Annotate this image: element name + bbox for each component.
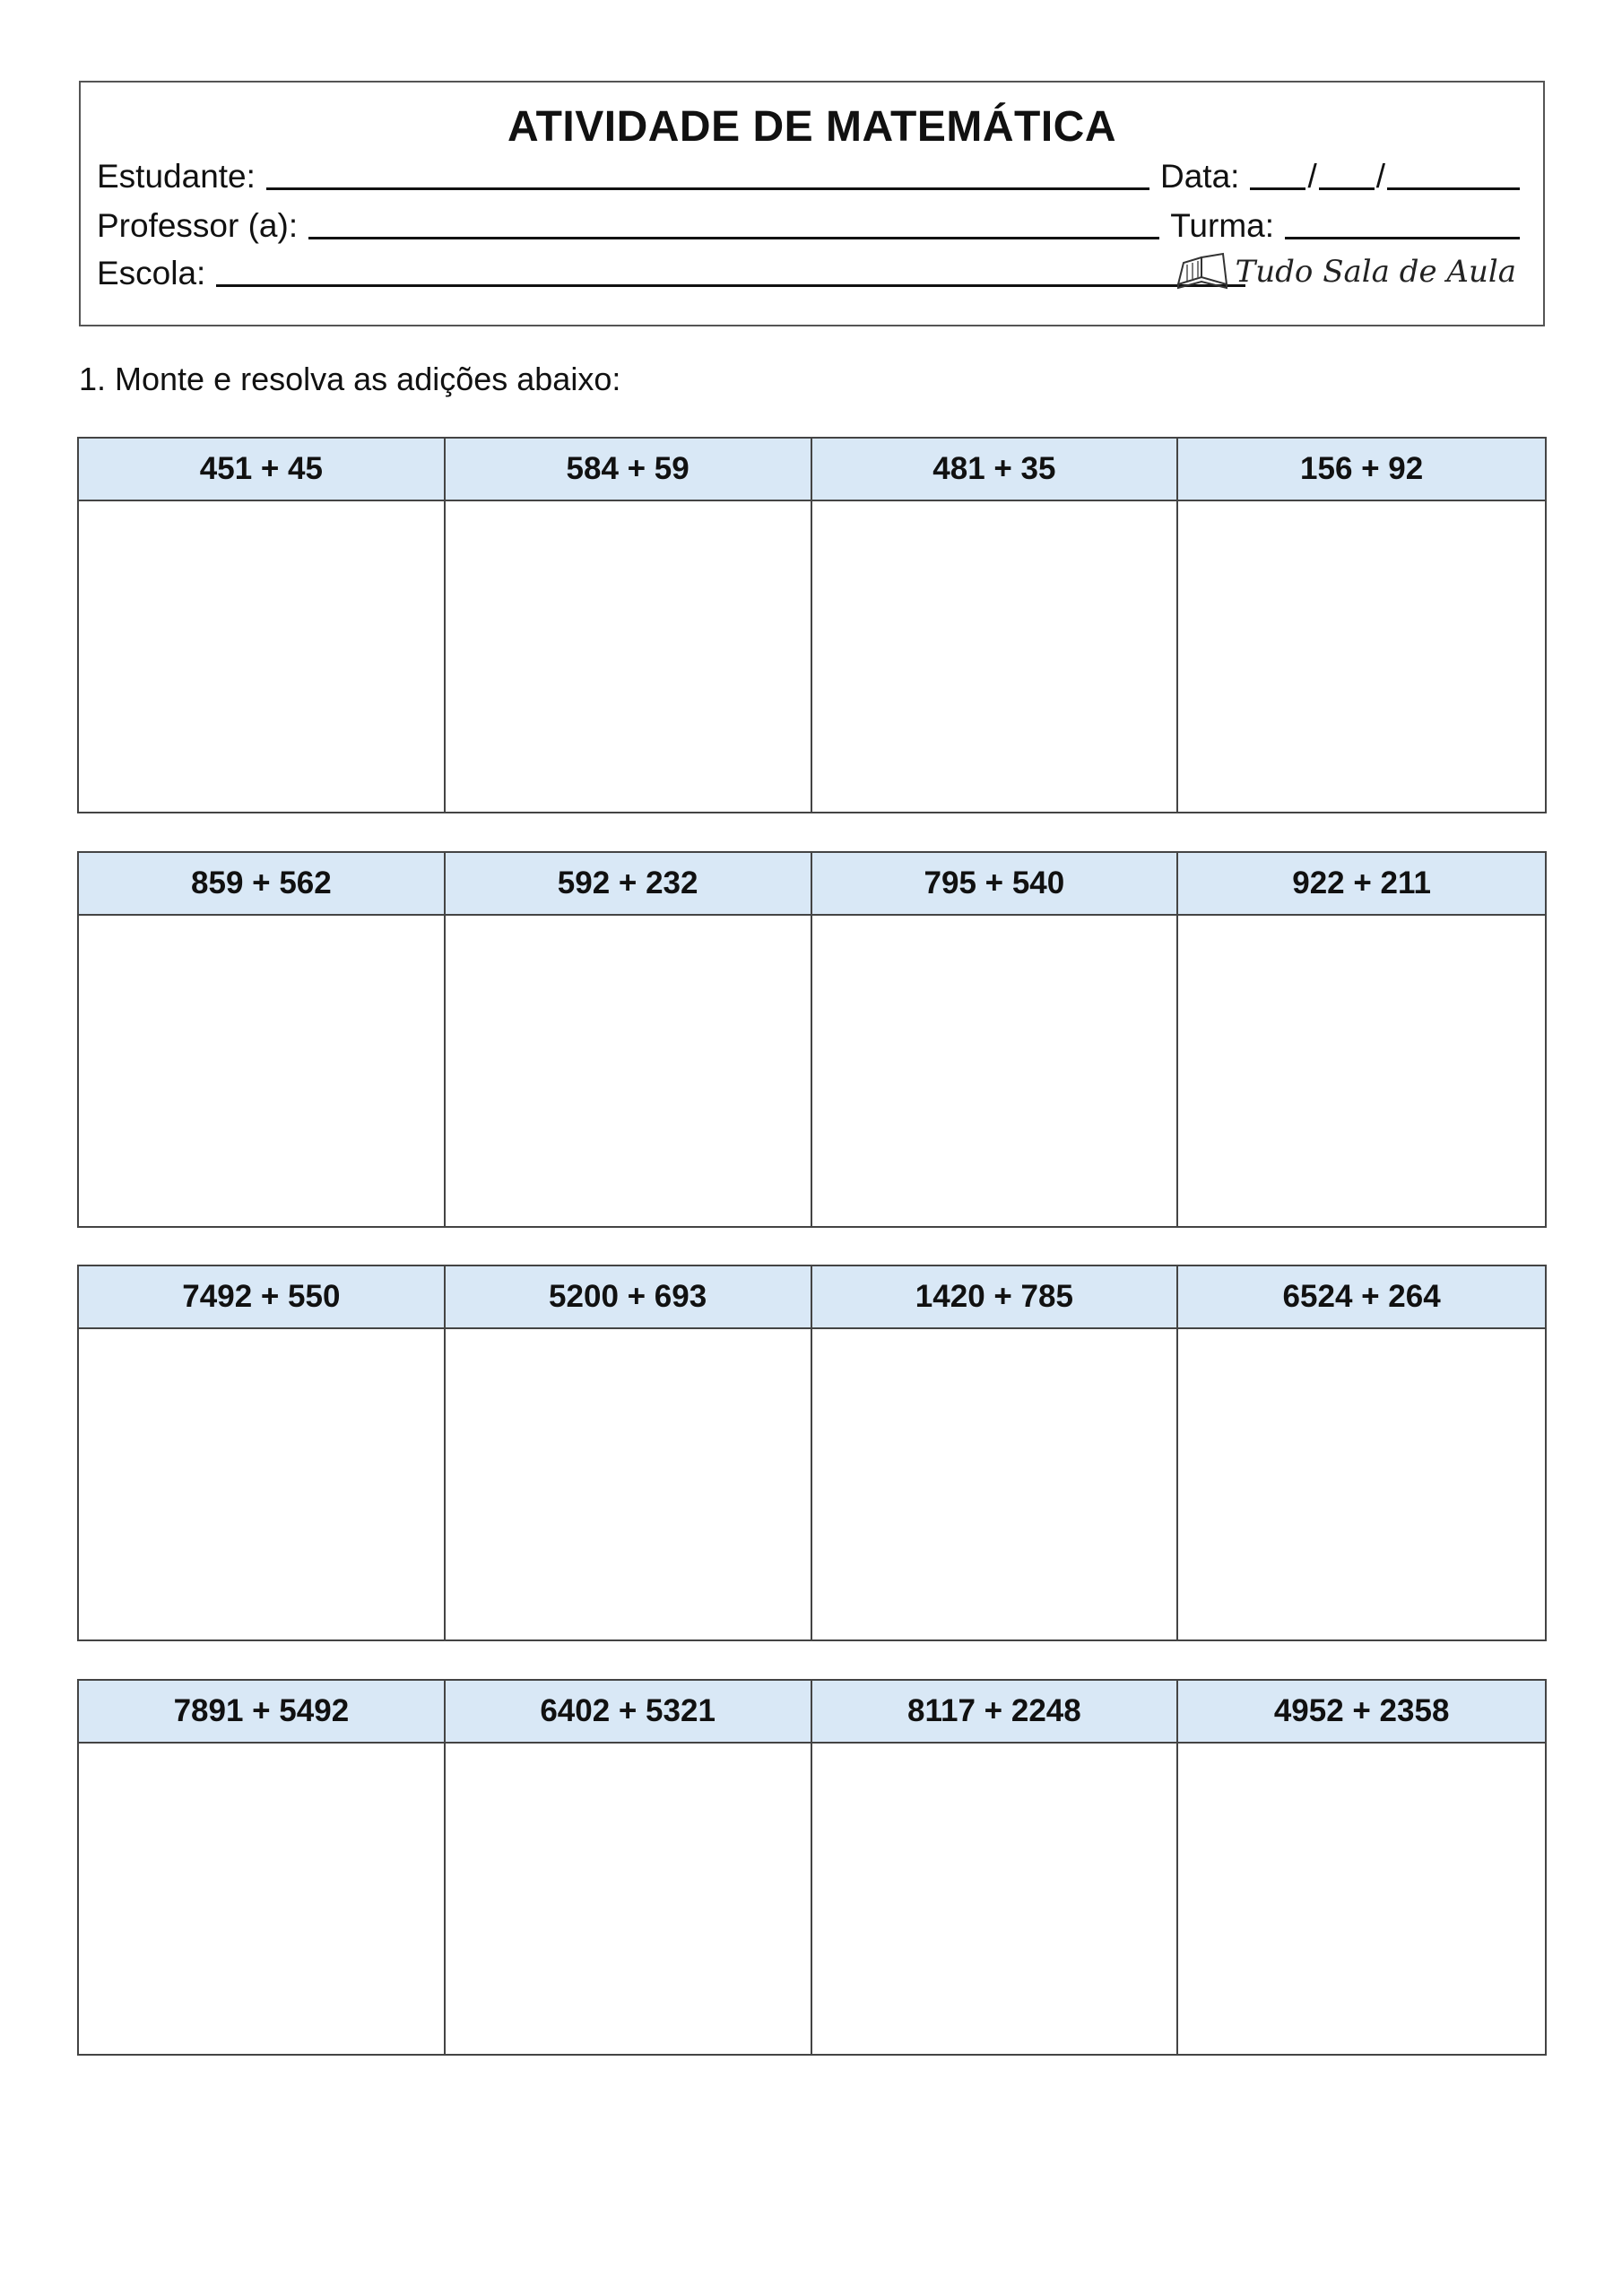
answer-space[interactable] xyxy=(1178,1744,1545,2054)
problem-header: 922 + 211 xyxy=(1178,853,1545,916)
exercise-grid-1 xyxy=(77,437,1547,813)
class-label: Turma: xyxy=(1170,207,1274,244)
date-field[interactable] xyxy=(1250,158,1520,196)
student-name-field[interactable] xyxy=(266,187,1149,190)
problem-header: 795 + 540 xyxy=(812,853,1179,916)
answer-space[interactable] xyxy=(446,916,812,1226)
problem-header: 156 + 92 xyxy=(1178,439,1545,501)
answer-space[interactable] xyxy=(446,1744,812,2054)
answer-space[interactable] xyxy=(812,916,1179,1226)
answer-space[interactable] xyxy=(1178,1329,1545,1639)
date-separator: / xyxy=(1375,158,1385,195)
problem-header: 6524 + 264 xyxy=(1178,1266,1545,1329)
student-label: Estudante: xyxy=(97,158,256,195)
problem-header: 8117 + 2248 xyxy=(812,1681,1179,1744)
exercise-grid-4 xyxy=(77,1679,1547,2056)
date-label: Data: xyxy=(1160,158,1240,195)
problem-header: 5200 + 693 xyxy=(446,1266,812,1329)
answer-space[interactable] xyxy=(79,501,446,812)
school-label: Escola: xyxy=(97,255,206,291)
problem-header: 859 + 562 xyxy=(79,853,446,916)
teacher-name-field[interactable] xyxy=(308,237,1159,239)
problem-header: 6402 + 5321 xyxy=(446,1681,812,1744)
class-field[interactable] xyxy=(1285,237,1520,239)
problem-header: 592 + 232 xyxy=(446,853,812,916)
problem-header: 4952 + 2358 xyxy=(1178,1681,1545,1744)
instruction-text: 1. Monte e resolva as adições abaixo: xyxy=(79,361,621,397)
problem-header: 481 + 35 xyxy=(812,439,1179,501)
teacher-row xyxy=(97,200,1520,245)
answer-space[interactable] xyxy=(812,501,1179,812)
date-separator: / xyxy=(1307,158,1317,195)
answer-space[interactable] xyxy=(812,1744,1179,2054)
brand-logo xyxy=(1175,248,1516,296)
header-box xyxy=(79,81,1545,326)
logo-text: Tudo Sala de Aula xyxy=(1235,254,1516,290)
problem-header: 7492 + 550 xyxy=(79,1266,446,1329)
answer-space[interactable] xyxy=(79,1329,446,1639)
teacher-label: Professor (a): xyxy=(97,207,299,244)
exercise-grid-3 xyxy=(77,1265,1547,1641)
problem-header: 7891 + 5492 xyxy=(79,1681,446,1744)
date-year-blank[interactable] xyxy=(1387,187,1520,190)
answer-space[interactable] xyxy=(1178,501,1545,812)
answer-space[interactable] xyxy=(812,1329,1179,1639)
date-day-blank[interactable] xyxy=(1250,187,1305,190)
student-row xyxy=(97,151,1520,196)
exercise-grid-2 xyxy=(77,851,1547,1228)
answer-space[interactable] xyxy=(446,1329,812,1639)
school-name-field[interactable] xyxy=(216,284,1245,287)
problem-header: 451 + 45 xyxy=(79,439,446,501)
page-title: ATIVIDADE DE MATEMÁTICA xyxy=(507,103,1117,151)
school-row xyxy=(97,248,1256,292)
answer-space[interactable] xyxy=(446,501,812,812)
problem-header: 584 + 59 xyxy=(446,439,812,501)
open-book-icon xyxy=(1175,252,1230,291)
problem-header: 1420 + 785 xyxy=(812,1266,1179,1329)
date-month-blank[interactable] xyxy=(1319,187,1375,190)
answer-space[interactable] xyxy=(79,1744,446,2054)
answer-space[interactable] xyxy=(79,916,446,1226)
answer-space[interactable] xyxy=(1178,916,1545,1226)
